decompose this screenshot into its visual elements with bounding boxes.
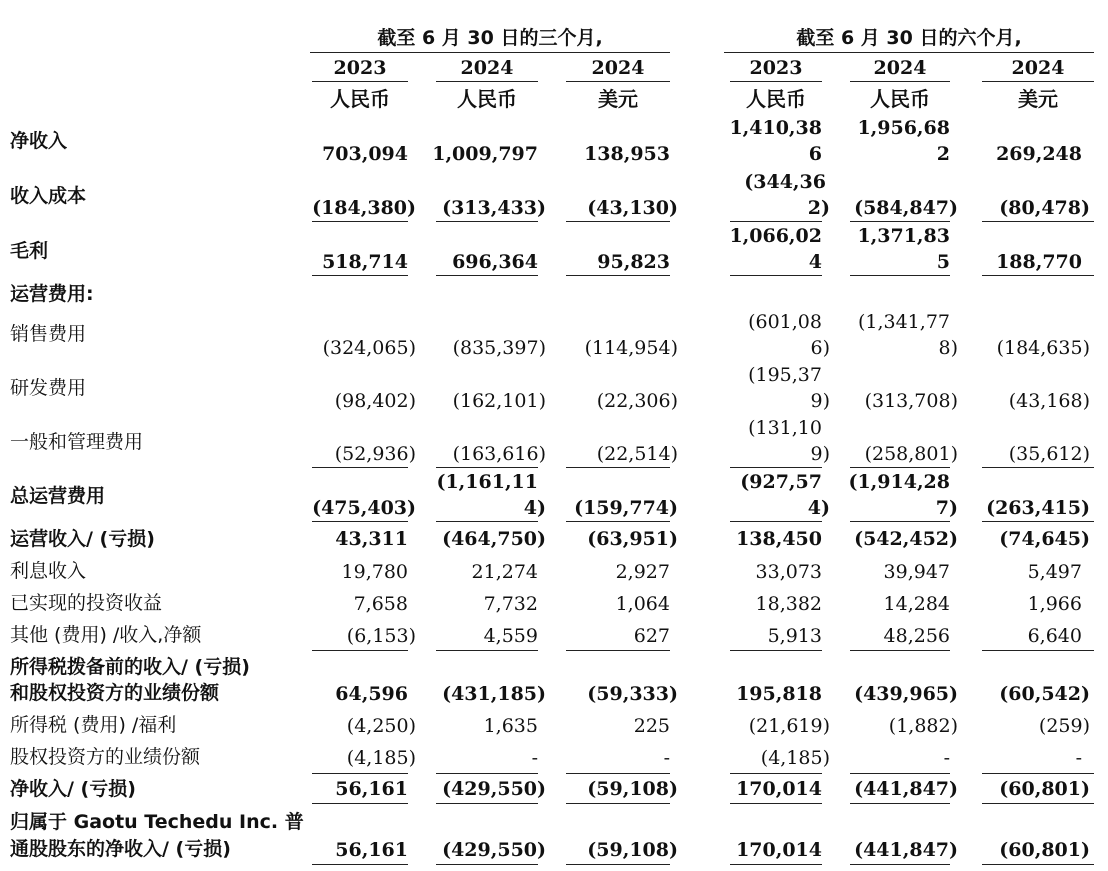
cell-value-wrap: 7) xyxy=(935,497,958,519)
cell-value: (441,847) xyxy=(854,778,958,800)
subtotal-rule xyxy=(566,773,670,774)
cell-value: 195,818 xyxy=(736,683,822,705)
subtotal-rule xyxy=(436,864,538,865)
cell-value: 1,009,797 xyxy=(432,143,538,165)
cell-value: (313,708) xyxy=(864,390,958,412)
cell-value: 21,274 xyxy=(471,561,538,583)
year-rule xyxy=(312,81,408,82)
cell-value: (80,478) xyxy=(999,197,1090,219)
cell-value: 269,248 xyxy=(996,143,1082,165)
cell-value: - xyxy=(1075,747,1082,769)
year-header: 2024 xyxy=(460,57,514,79)
cell-value: - xyxy=(663,747,670,769)
cell-value: (35,612) xyxy=(1008,443,1090,465)
row-label-other-income: 其他 (费用) /收入,净额 xyxy=(10,624,202,646)
subtotal-rule xyxy=(730,773,822,774)
six-months-header: 截至 6 月 30 日的六个月, xyxy=(796,27,1022,49)
cell-value: 56,161 xyxy=(335,839,408,861)
subtotal-rule xyxy=(850,221,950,222)
cell-value: (162,101) xyxy=(452,390,546,412)
year-rule xyxy=(730,81,822,82)
subtotal-rule xyxy=(730,467,822,468)
cell-value: 188,770 xyxy=(996,251,1082,273)
cell-value: (52,936) xyxy=(334,443,416,465)
row-label-selling: 销售费用 xyxy=(10,323,87,345)
subtotal-rule xyxy=(436,803,538,804)
cell-value-wrap: (131,10 xyxy=(748,417,822,439)
cell-value-wrap: 4) xyxy=(807,497,830,519)
cell-value: (163,616) xyxy=(452,443,546,465)
cell-value-wrap: 6) xyxy=(810,337,830,359)
cell-value: 1,966 xyxy=(1027,593,1082,615)
cell-value: (429,550) xyxy=(442,778,546,800)
cell-value: 5,497 xyxy=(1027,561,1082,583)
subtotal-rule xyxy=(982,803,1094,804)
subtotal-rule xyxy=(850,521,950,522)
cell-value: (258,801) xyxy=(864,443,958,465)
subtotal-rule xyxy=(436,467,538,468)
subtotal-rule xyxy=(850,650,950,651)
row-label-net-income: 净收入/ (亏损) xyxy=(10,778,136,800)
cell-value: (184,380) xyxy=(312,197,416,219)
row-label-ga: 一般和管理费用 xyxy=(10,431,144,453)
subtotal-rule xyxy=(436,773,538,774)
subtotal-rule xyxy=(730,221,822,222)
header-rule xyxy=(310,52,670,53)
subtotal-rule xyxy=(566,864,670,865)
subtotal-rule xyxy=(730,275,822,276)
subtotal-rule xyxy=(982,521,1094,522)
subtotal-rule xyxy=(436,650,538,651)
cell-value: (63,951) xyxy=(587,528,678,550)
subtotal-rule xyxy=(982,773,1094,774)
cell-value: (59,108) xyxy=(587,778,678,800)
cell-value: (464,750) xyxy=(442,528,546,550)
subtotal-rule xyxy=(850,773,950,774)
subtotal-rule xyxy=(566,467,670,468)
year-header: 2023 xyxy=(749,57,803,79)
year-header: 2024 xyxy=(1011,57,1065,79)
cell-value-wrap: 9) xyxy=(810,390,830,412)
cell-value: (60,542) xyxy=(999,683,1090,705)
cell-value: (159,774) xyxy=(574,497,678,519)
cell-value: 39,947 xyxy=(883,561,950,583)
cell-value: 95,823 xyxy=(597,251,670,273)
cell-value: 6,640 xyxy=(1027,625,1082,647)
cell-value-wrap: 4 xyxy=(808,251,822,273)
cell-value: (475,403) xyxy=(312,497,416,519)
cell-value: 7,732 xyxy=(483,593,538,615)
currency-header: 美元 xyxy=(598,87,638,111)
row-label-gross-profit: 毛利 xyxy=(10,240,49,262)
cell-value: (6,153) xyxy=(346,625,416,647)
cell-value: (60,801) xyxy=(999,778,1090,800)
cell-value: (429,550) xyxy=(442,839,546,861)
cell-value-wrap: 2) xyxy=(807,197,830,219)
row-label-net-revenue: 净收入 xyxy=(10,130,68,152)
subtotal-rule xyxy=(566,521,670,522)
cell-value: 5,913 xyxy=(767,625,822,647)
cell-value: 518,714 xyxy=(322,251,408,273)
currency-header: 人民币 xyxy=(457,87,517,111)
cell-value: (431,185) xyxy=(442,683,546,705)
subtotal-rule xyxy=(312,803,408,804)
year-rule xyxy=(850,81,950,82)
year-header: 2023 xyxy=(333,57,387,79)
section-heading-operating-expenses: 运营费用: xyxy=(10,283,94,305)
subtotal-rule xyxy=(566,221,670,222)
header-rule xyxy=(724,52,1094,53)
subtotal-rule xyxy=(730,803,822,804)
currency-header: 人民币 xyxy=(330,87,390,111)
subtotal-rule xyxy=(850,275,950,276)
subtotal-rule xyxy=(982,864,1094,865)
cell-value-wrap: 1,410,38 xyxy=(729,117,822,139)
cell-value-wrap: 5 xyxy=(936,251,950,273)
cell-value: (43,130) xyxy=(587,197,678,219)
cell-value: 170,014 xyxy=(736,839,822,861)
cell-value-wrap: (927,57 xyxy=(740,471,822,493)
cell-value: (259) xyxy=(1038,715,1090,737)
subtotal-rule xyxy=(312,650,408,651)
cell-value-wrap: (1,914,28 xyxy=(848,471,950,493)
cell-value-wrap: 1,956,68 xyxy=(857,117,950,139)
row-label-income-tax: 所得税 (费用) /福利 xyxy=(10,714,177,736)
cell-value: - xyxy=(531,747,538,769)
cell-value: (98,402) xyxy=(334,390,416,412)
cell-value: 33,073 xyxy=(755,561,822,583)
row-label-cost-of-revenue: 收入成本 xyxy=(10,185,87,207)
cell-value: (439,965) xyxy=(854,683,958,705)
cell-value: 14,284 xyxy=(883,593,950,615)
cell-value-wrap: (1,161,11 xyxy=(436,471,538,493)
row-label-total-opex: 总运营费用 xyxy=(10,485,106,507)
cell-value: (43,168) xyxy=(1008,390,1090,412)
subtotal-rule xyxy=(312,275,408,276)
subtotal-rule xyxy=(850,803,950,804)
cell-value-wrap: 4) xyxy=(523,497,546,519)
year-rule xyxy=(982,81,1094,82)
year-rule xyxy=(566,81,670,82)
cell-value: 2,927 xyxy=(615,561,670,583)
cell-value: 43,311 xyxy=(335,528,408,550)
subtotal-rule xyxy=(312,864,408,865)
cell-value-wrap: 2 xyxy=(936,143,950,165)
cell-value: 138,450 xyxy=(736,528,822,550)
cell-value-wrap: (1,341,77 xyxy=(857,311,950,333)
cell-value: (324,065) xyxy=(322,337,416,359)
subtotal-rule xyxy=(982,650,1094,651)
subtotal-rule xyxy=(982,467,1094,468)
year-header: 2024 xyxy=(873,57,927,79)
cell-value-wrap: (344,36 xyxy=(744,171,826,193)
year-header: 2024 xyxy=(591,57,645,79)
year-rule xyxy=(436,81,538,82)
cell-value: (542,452) xyxy=(854,528,958,550)
subtotal-rule xyxy=(312,467,408,468)
row-label-pretax-income-1: 所得税拨备前的收入/ (亏损) xyxy=(10,656,250,678)
cell-value: 48,256 xyxy=(883,625,950,647)
cell-value: (835,397) xyxy=(452,337,546,359)
row-label-equity-method: 股权投资方的业绩份额 xyxy=(10,746,201,768)
cell-value: 64,596 xyxy=(335,683,408,705)
cell-value-wrap: 1,066,02 xyxy=(729,225,822,247)
cell-value: 225 xyxy=(633,715,670,737)
cell-value: 18,382 xyxy=(755,593,822,615)
subtotal-rule xyxy=(982,221,1094,222)
row-label-attributable-1: 归属于 Gaotu Techedu Inc. 普 xyxy=(10,811,304,833)
three-months-header: 截至 6 月 30 日的三个月, xyxy=(377,27,603,49)
cell-value-wrap: (601,08 xyxy=(748,311,822,333)
cell-value: (21,619) xyxy=(748,715,830,737)
cell-value: 696,364 xyxy=(452,251,538,273)
subtotal-rule xyxy=(436,521,538,522)
subtotal-rule xyxy=(850,864,950,865)
subtotal-rule xyxy=(312,521,408,522)
cell-value: (263,415) xyxy=(986,497,1090,519)
cell-value: (441,847) xyxy=(854,839,958,861)
cell-value: (22,306) xyxy=(596,390,678,412)
subtotal-rule xyxy=(850,467,950,468)
cell-value: (584,847) xyxy=(854,197,958,219)
currency-header: 美元 xyxy=(1018,87,1058,111)
cell-value-wrap: 9) xyxy=(810,443,830,465)
subtotal-rule xyxy=(730,864,822,865)
cell-value: 627 xyxy=(633,625,670,647)
subtotal-rule xyxy=(566,275,670,276)
subtotal-rule xyxy=(566,803,670,804)
cell-value: (1,882) xyxy=(888,715,958,737)
subtotal-rule xyxy=(566,650,670,651)
row-label-interest-income: 利息收入 xyxy=(10,560,87,582)
cell-value: (4,185) xyxy=(760,747,830,769)
cell-value: (4,185) xyxy=(346,747,416,769)
subtotal-rule xyxy=(436,221,538,222)
subtotal-rule xyxy=(730,521,822,522)
subtotal-rule xyxy=(312,773,408,774)
subtotal-rule xyxy=(312,221,408,222)
cell-value: 138,953 xyxy=(584,143,670,165)
subtotal-rule xyxy=(730,650,822,651)
cell-value: - xyxy=(943,747,950,769)
cell-value: 7,658 xyxy=(353,593,408,615)
cell-value: 1,064 xyxy=(615,593,670,615)
row-label-rd: 研发费用 xyxy=(10,377,87,399)
row-label-pretax-income-2: 和股权投资方的业绩份额 xyxy=(10,682,220,704)
cell-value: (4,250) xyxy=(346,715,416,737)
cell-value: (59,333) xyxy=(587,683,678,705)
cell-value: (22,514) xyxy=(596,443,678,465)
cell-value: 56,161 xyxy=(335,778,408,800)
cell-value: 4,559 xyxy=(483,625,538,647)
cell-value: 1,635 xyxy=(483,715,538,737)
subtotal-rule xyxy=(982,275,1094,276)
cell-value: 170,014 xyxy=(736,778,822,800)
cell-value: (114,954) xyxy=(584,337,678,359)
cell-value: (59,108) xyxy=(587,839,678,861)
currency-header: 人民币 xyxy=(746,87,806,111)
cell-value: (313,433) xyxy=(442,197,546,219)
cell-value: (184,635) xyxy=(996,337,1090,359)
cell-value-wrap: 6 xyxy=(808,143,822,165)
cell-value-wrap: 1,371,83 xyxy=(857,225,950,247)
row-label-investment-gains: 已实现的投资收益 xyxy=(10,592,163,614)
cell-value: 19,780 xyxy=(341,561,408,583)
cell-value-wrap: (195,37 xyxy=(748,364,822,386)
cell-value-wrap: 8) xyxy=(938,337,958,359)
row-label-operating-income: 运营收入/ (亏损) xyxy=(10,528,155,550)
subtotal-rule xyxy=(436,275,538,276)
cell-value: (74,645) xyxy=(999,528,1090,550)
cell-value: 703,094 xyxy=(322,143,408,165)
row-label-attributable-2: 通股股东的净收入/ (亏损) xyxy=(10,838,231,860)
cell-value: (60,801) xyxy=(999,839,1090,861)
currency-header: 人民币 xyxy=(870,87,930,111)
